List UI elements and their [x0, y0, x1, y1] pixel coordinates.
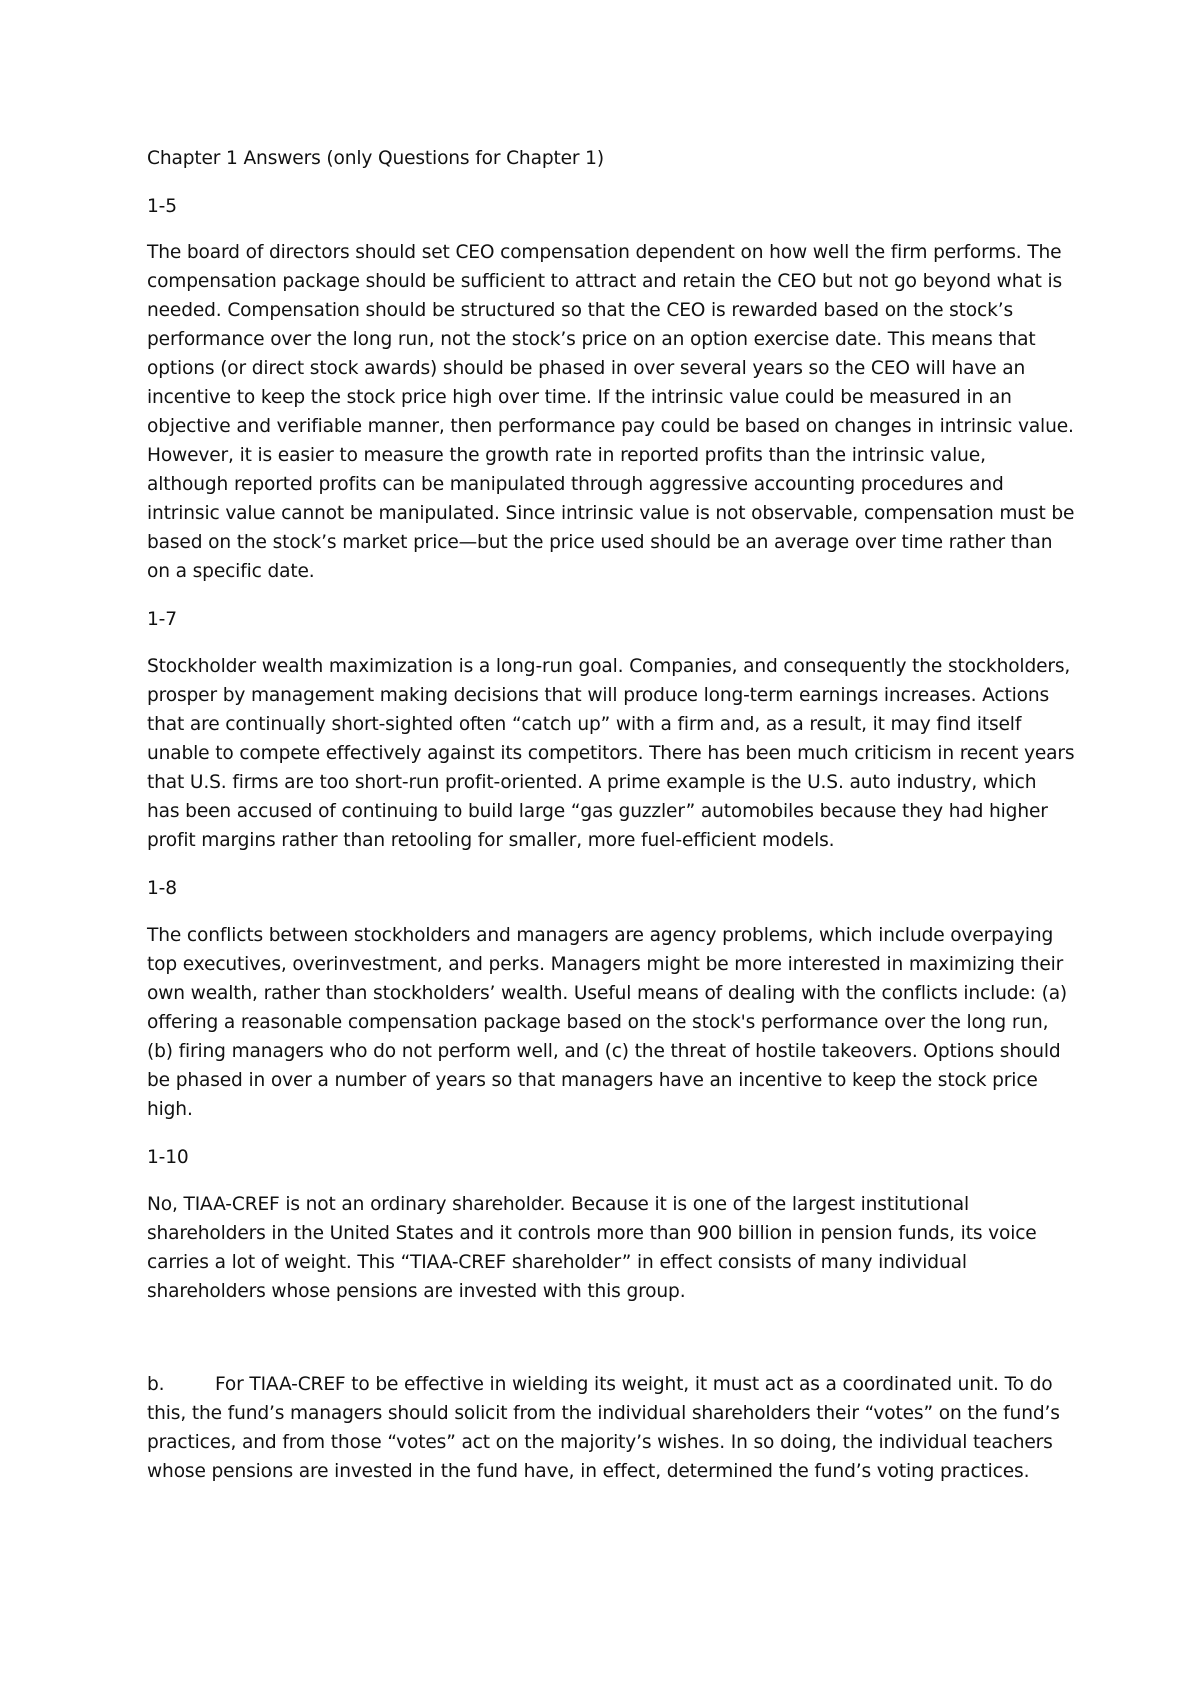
document-title: Chapter 1 Answers (only Questions for Chapter 1): [147, 148, 604, 169]
section-1-5-line: performance over the long run, not the stock’s price on an option exercise date. This means that: [147, 329, 1036, 350]
section-1-7-line: prosper by management making decisions that will produce long-term earnings increases. Actions: [147, 685, 1050, 706]
section-1-8-line: own wealth, rather than stockholders’ wealth. Useful means of dealing with the conflicts include: (a): [147, 983, 1068, 1004]
part-b-line: [147, 1374, 1052, 1396]
section-1-7-line: that are continually short-sighted often “catch up” with a firm and, as a result, it may find itself: [147, 714, 1022, 735]
section-1-5-line: options (or direct stock awards) should be phased in over several years so the CEO will have an: [147, 358, 1026, 379]
section-1-5-line: on a specific date.: [147, 561, 315, 582]
section-1-7-line: profit margins rather than retooling for smaller, more fuel-efficient models.: [147, 830, 835, 851]
section-1-10-line: shareholders whose pensions are invested with this group.: [147, 1281, 686, 1302]
section-1-7-line: Stockholder wealth maximization is a long-run goal. Companies, and consequently the stockholders,: [147, 656, 1071, 677]
section-1-5-line: compensation package should be sufficient to attract and retain the CEO but not go beyond what is: [147, 271, 1063, 292]
section-1-5-line: However, it is easier to measure the growth rate in reported profits than the intrinsic value,: [147, 445, 986, 466]
part-b-label: b.: [147, 1374, 165, 1395]
part-b-line: this, the fund’s managers should solicit from the individual shareholders their “votes” on the fund’s: [147, 1403, 1060, 1424]
section-heading-1-7: 1-7: [147, 609, 177, 630]
section-heading-1-10: 1-10: [147, 1147, 189, 1168]
section-1-8-line: top executives, overinvestment, and perks. Managers might be more interested in maximizing their: [147, 954, 1064, 975]
section-1-8-line: The conflicts between stockholders and managers are agency problems, which include overpaying: [147, 925, 1054, 946]
section-1-5-line: based on the stock’s market price—but the price used should be an average over time rather than: [147, 532, 1053, 553]
section-1-8-line: (b) firing managers who do not perform well, and (c) the threat of hostile takeovers. Options should: [147, 1041, 1061, 1062]
section-1-8-line: high.: [147, 1099, 193, 1120]
section-1-5-line: although reported profits can be manipulated through aggressive accounting procedures and: [147, 474, 1004, 495]
section-1-8-line: offering a reasonable compensation package based on the stock's performance over the long run,: [147, 1012, 1049, 1033]
section-1-10-line: shareholders in the United States and it controls more than 900 billion in pension funds, its voice: [147, 1223, 1037, 1244]
section-1-7-line: that U.S. firms are too short-run profit-oriented. A prime example is the U.S. auto industry, which: [147, 772, 1037, 793]
section-1-5-line: intrinsic value cannot be manipulated. Since intrinsic value is not observable, compensation must be: [147, 503, 1075, 524]
section-1-5-line: needed. Compensation should be structured so that the CEO is rewarded based on the stock’s: [147, 300, 1014, 321]
section-1-7-line: has been accused of continuing to build large “gas guzzler” automobiles because they had higher: [147, 801, 1048, 822]
section-1-10-line: carries a lot of weight. This “TIAA-CREF shareholder” in effect consists of many individual: [147, 1252, 967, 1273]
section-heading-1-8: 1-8: [147, 878, 177, 899]
part-b-line: practices, and from those “votes” act on the majority’s wishes. In so doing, the individual teachers: [147, 1432, 1053, 1453]
part-b-text: For TIAA-CREF to be effective in wielding its weight, it must act as a coordinated unit. To do: [215, 1374, 1053, 1395]
section-1-5-line: incentive to keep the stock price high over time. If the intrinsic value could be measured in an: [147, 387, 1012, 408]
section-1-7-line: unable to compete effectively against its competitors. There has been much criticism in recent years: [147, 743, 1075, 764]
section-1-5-line: objective and verifiable manner, then performance pay could be based on changes in intrinsic value.: [147, 416, 1074, 437]
section-1-10-line: No, TIAA-CREF is not an ordinary shareholder. Because it is one of the largest institutional: [147, 1194, 970, 1215]
section-1-8-line: be phased in over a number of years so that managers have an incentive to keep the stock price: [147, 1070, 1038, 1091]
section-1-5-line: The board of directors should set CEO compensation dependent on how well the firm performs. The: [147, 242, 1062, 263]
section-heading-1-5: 1-5: [147, 196, 177, 217]
part-b-line: whose pensions are invested in the fund have, in effect, determined the fund’s voting practices.: [147, 1461, 1030, 1482]
